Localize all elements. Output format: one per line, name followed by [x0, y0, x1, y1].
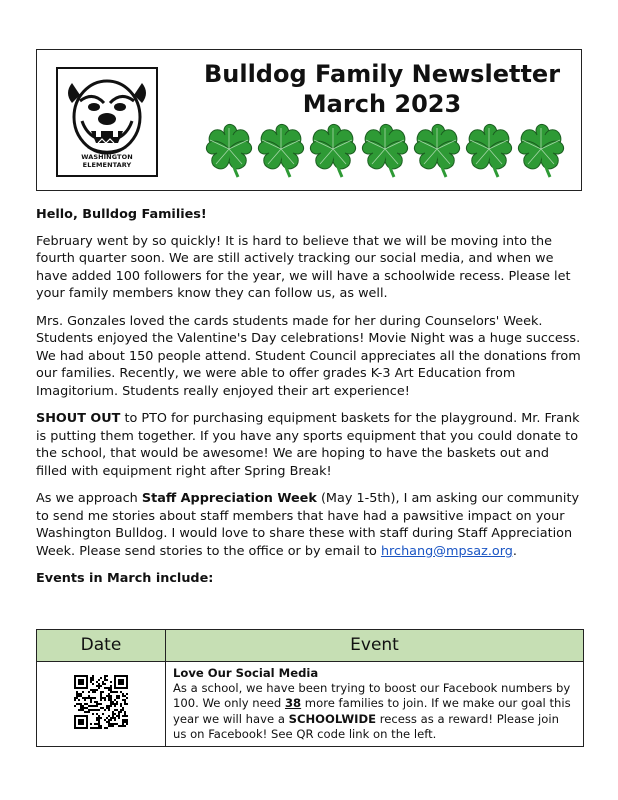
newsletter-header	[36, 49, 582, 191]
paragraph-february: February went by so quickly! It is hard to believe that we will be moving into the fourth quarter soon. We are still actively tracking our social media, and when we have added 100 followers for the year, we will have a schoolwide recess. Please let your family members know they can follow us, as well.	[36, 233, 571, 301]
shamrock-icon	[358, 122, 412, 180]
event-text-c: recess as a reward! Please join us on Facebook! See QR code link on the left.	[173, 711, 559, 741]
shout-out-text: to PTO for purchasing equipment baskets for the playground. Mr. Frank is putting them together. If you have any sports equipment that you could donate to the school, that would be awesome! We are hoping to have the baskets out and filled with equipment right after Spring Break!	[36, 411, 580, 479]
qr-code-icon[interactable]	[74, 675, 128, 729]
staff-appreciation-intro: As we approach	[36, 491, 142, 506]
newsletter-body	[36, 206, 584, 598]
qr-cell	[37, 662, 166, 746]
staff-appreciation-text: (May 1-5th), I am asking our community to send me stories about staff members that have had a pawsitive impact on your Washington Bulldog. I would love to share these with staff during Staff Appreciation Week. Please send stories to the office or by email to	[36, 491, 580, 559]
event-text-a: As a school, we have been trying to boost our Facebook numbers by 100. We only need	[173, 681, 571, 711]
logo-text: WASHINGTON ELEMENTARY	[81, 153, 133, 169]
newsletter-title: Bulldog Family Newsletter	[203, 60, 561, 88]
email-link[interactable]: hrchang@mpsaz.org	[380, 543, 513, 559]
paragraph-shout-out	[36, 410, 584, 480]
washington-elementary-logo	[56, 67, 158, 177]
shamrock-icon	[202, 122, 256, 180]
events-table	[36, 629, 584, 747]
event-column-header: Event	[350, 635, 399, 655]
shamrock-row	[202, 122, 562, 180]
shamrock-icon	[514, 122, 568, 180]
staff-appreciation-end: .	[512, 543, 517, 559]
schoolwide-label: SCHOOLWIDE	[288, 711, 377, 726]
bulldog-icon	[58, 69, 156, 159]
event-description	[173, 666, 575, 742]
event-families-count: 38	[284, 696, 302, 711]
shamrock-icon	[306, 122, 360, 180]
greeting: Hello, Bulldog Families!	[36, 207, 207, 222]
events-table-header	[37, 630, 583, 662]
event-body	[173, 681, 575, 742]
shamrock-icon	[254, 122, 308, 180]
staff-appreciation-week: Staff Appreciation Week	[141, 491, 317, 506]
newsletter-date: March 2023	[302, 90, 462, 118]
events-heading: Events in March include:	[36, 571, 214, 586]
event-text-b: more families to join. If we make our goal this year we will have a	[173, 696, 571, 726]
paragraph-staff-appreciation	[36, 490, 584, 560]
shamrock-icon	[462, 122, 516, 180]
shamrock-icon	[410, 122, 464, 180]
event-title: Love Our Social Media	[173, 666, 319, 680]
date-column-header: Date	[37, 630, 166, 661]
paragraph-counselors-week: Mrs. Gonzales loved the cards students made for her during Counselors' Week. Students enjoyed the Valentine's Day celebrations! Movie Night was a huge success. We had about 150 people attend. Student Council appreciates all the donations from our families. Recently, we were able to offer grades K-3 Art Education from Imagitorium. Students really enjoyed their art experience!	[36, 313, 581, 399]
shout-out-label: SHOUT OUT	[36, 411, 121, 426]
